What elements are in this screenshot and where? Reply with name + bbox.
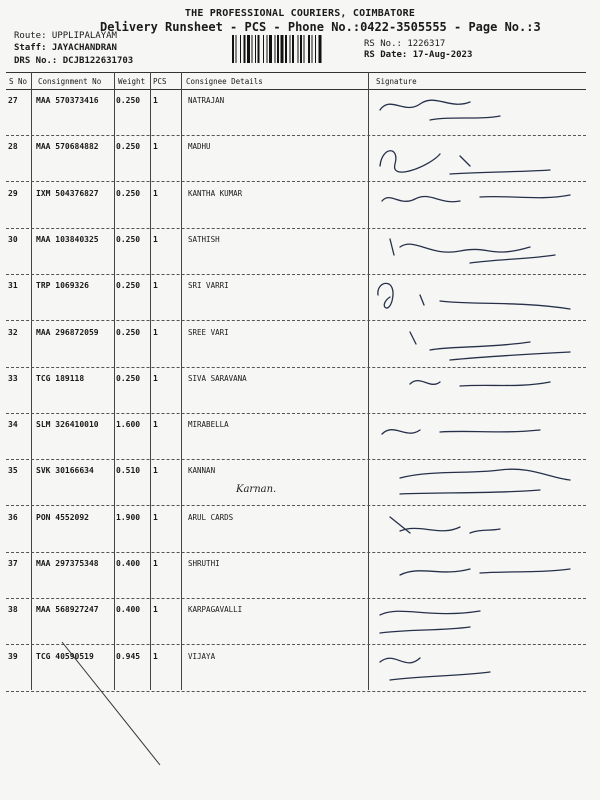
row-consignment-no: SLM 326410010: [36, 420, 99, 430]
signature-scribble: [370, 183, 580, 229]
signature-scribble: [370, 136, 580, 182]
row-sno: 34: [8, 420, 18, 430]
row-sno: 39: [8, 651, 18, 661]
row-sno: 27: [8, 96, 18, 105]
route-label: Route: UPPLIPALAYAM: [14, 31, 117, 41]
row-consignment-no: MAA 570684882: [36, 142, 99, 152]
signature-scribble: [370, 322, 580, 368]
row-consignee: KARPAGAVALLI: [188, 605, 243, 615]
col-header-consignee: Consignee Details: [186, 77, 263, 86]
table-row: [6, 183, 586, 229]
staff-label: Staff: JAYACHANDRAN: [14, 43, 117, 53]
row-consignment-no: SVK 30166634: [36, 466, 94, 476]
row-consignee: NATRAJAN: [188, 96, 225, 105]
company-name: THE PROFESSIONAL COURIERS, COIMBATORE: [184, 8, 416, 19]
runsheet-title: Delivery Runsheet - PCS - Phone No.:0422-3505555 - Page No.:3: [100, 20, 541, 34]
table-row: [6, 229, 586, 275]
row-pcs: 1: [153, 373, 158, 383]
row-sno: 28: [8, 142, 18, 152]
row-consignment-no: TCG 40590519: [36, 651, 94, 661]
table-row: [6, 507, 586, 553]
row-pcs: 1: [153, 142, 158, 152]
row-consignee: MIRABELLA: [188, 420, 229, 430]
row-pcs: 1: [153, 559, 158, 568]
table-top-rule: [6, 72, 586, 73]
table-row: [6, 414, 586, 460]
row-weight: 0.510: [116, 466, 141, 476]
row-consignment-no: MAA 103840325: [36, 234, 99, 244]
row-consignee: SIVA SARAVANA: [188, 373, 247, 383]
row-consignee: ARUL CARDS: [188, 512, 234, 522]
row-consignment-no: PON 4552092: [36, 512, 89, 522]
row-consignee: SHRUTHI: [188, 559, 220, 568]
row-consignment-no: MAA 297375348: [36, 559, 99, 568]
row-sno: 29: [8, 188, 18, 198]
row-sno: 32: [8, 327, 18, 337]
row-weight: 0.400: [116, 559, 141, 568]
pen-stroke-mark: [60, 640, 180, 780]
table-row: [6, 599, 586, 645]
row-sno: 37: [8, 559, 18, 568]
col-header-consignment: Consignment No: [38, 77, 102, 86]
row-weight: 0.250: [116, 188, 141, 198]
row-pcs: 1: [153, 327, 158, 337]
row-consignee: SATHISH: [188, 234, 220, 244]
row-weight: 0.250: [116, 327, 141, 337]
row-consignee: KANNAN: [188, 466, 216, 476]
handwritten-note: Karnan.: [236, 484, 277, 496]
col-header-pcs: PCS: [153, 77, 167, 86]
table-row: [6, 275, 586, 321]
signature-scribble: [370, 460, 580, 506]
row-pcs: 1: [153, 512, 158, 522]
row-sno: 33: [8, 373, 18, 383]
table-row: [6, 90, 586, 136]
row-pcs: 1: [153, 188, 158, 198]
row-weight: 0.250: [116, 281, 141, 291]
row-sno: 30: [8, 234, 18, 244]
table-row: [6, 553, 586, 599]
signature-scribble: [370, 368, 580, 414]
rs-date: RS Date: 17-Aug-2023: [364, 50, 473, 60]
signature-scribble: [370, 599, 580, 645]
row-consignee: SREE VARI: [188, 327, 229, 337]
row-weight: 0.250: [116, 373, 141, 383]
row-consignee: KANTHA KUMAR: [188, 188, 243, 198]
row-consignment-no: MAA 568927247: [36, 605, 99, 615]
col-header-weight: Weight: [118, 77, 146, 86]
signature-scribble: [370, 646, 580, 692]
row-sno: 31: [8, 281, 18, 291]
signature-scribble: [370, 229, 580, 275]
signature-scribble: [370, 553, 580, 599]
row-pcs: 1: [153, 605, 158, 615]
row-weight: 0.250: [116, 234, 141, 244]
row-sno: 38: [8, 605, 18, 615]
signature-scribble: [370, 507, 580, 553]
row-weight: 0.250: [116, 142, 141, 152]
barcode-image: [232, 35, 356, 63]
row-pcs: 1: [153, 466, 158, 476]
row-consignee: MADHU: [188, 142, 211, 152]
table-row: [6, 460, 586, 506]
col-header-signature: Signature: [376, 77, 417, 86]
signature-scribble: [370, 90, 580, 136]
table-row: [6, 322, 586, 368]
row-consignee: VIJAYA: [188, 651, 216, 661]
row-sno: 35: [8, 466, 18, 476]
row-weight: 0.250: [116, 96, 141, 105]
signature-scribble: [370, 275, 580, 321]
table-row: [6, 368, 586, 414]
signature-scribble: [370, 414, 580, 460]
table-row: [6, 136, 586, 182]
row-weight: 0.945: [116, 651, 141, 661]
row-sno: 36: [8, 512, 18, 522]
rs-number: RS No.: 1226317: [364, 39, 446, 49]
row-pcs: 1: [153, 96, 158, 105]
row-consignment-no: MAA 570373416: [36, 96, 99, 105]
row-consignee: SRI VARRI: [188, 281, 229, 291]
row-weight: 0.400: [116, 605, 141, 615]
row-pcs: 1: [153, 651, 158, 661]
row-pcs: 1: [153, 281, 158, 291]
row-pcs: 1: [153, 234, 158, 244]
row-weight: 1.900: [116, 512, 141, 522]
col-header-sno: S No: [9, 77, 28, 86]
row-weight: 1.600: [116, 420, 141, 430]
row-consignment-no: TCG 189118: [36, 373, 85, 383]
row-consignment-no: TRP 1069326: [36, 281, 89, 291]
row-consignment-no: IXM 504376827: [36, 188, 99, 198]
row-pcs: 1: [153, 420, 158, 430]
drs-number: DRS No.: DCJB122631703: [14, 56, 134, 66]
row-consignment-no: MAA 296872059: [36, 327, 99, 337]
